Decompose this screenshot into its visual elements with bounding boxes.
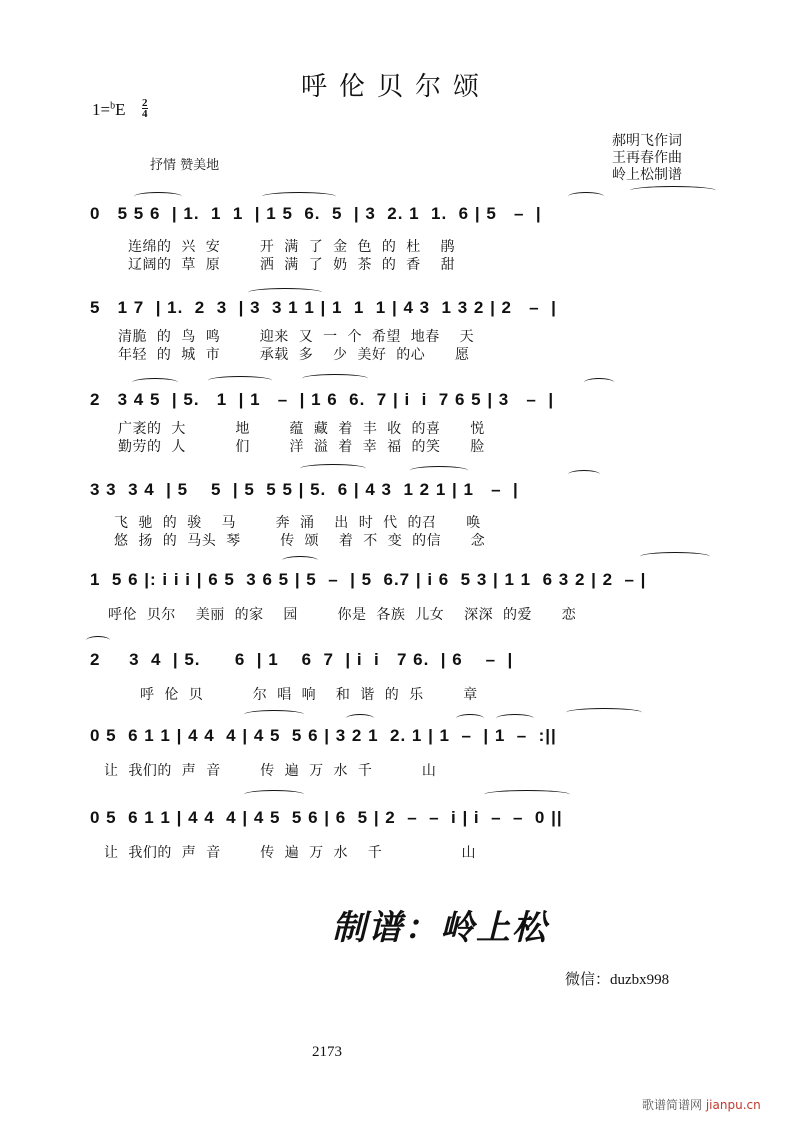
time-signature bbox=[142, 98, 148, 119]
slur bbox=[456, 714, 484, 723]
key-signature bbox=[92, 100, 125, 120]
slur bbox=[410, 466, 468, 475]
tie-slur bbox=[248, 288, 322, 297]
lyrics-verse1-line-2: 清脆 的 鸟 鸣 迎来 又 一 个 希望 地春 天 bbox=[118, 329, 475, 345]
notation-line-7: 0 5 6 1 1 | 4 4 4 | 4 5 5 6 | 3 2 1 2. 1 | 1 – | 1 – :|| bbox=[90, 726, 557, 745]
notation-line-3: 2 3 4 5 | 5. 1 | 1 – | 1 6 6. 7 | i i 7 6 5 | 3 – | bbox=[90, 390, 555, 409]
slur bbox=[496, 714, 534, 723]
notation-line-8: 0 5 6 1 1 | 4 4 4 | 4 5 5 6 | 6 5 | 2 – – i | i – – 0 || bbox=[90, 808, 563, 827]
staff-line-1 bbox=[0, 204, 792, 273]
key-prefix: 1= bbox=[92, 100, 111, 119]
tie-slur bbox=[86, 636, 110, 645]
credit-composer: 王再春作曲 bbox=[612, 151, 682, 166]
flat-sign: b bbox=[110, 100, 116, 112]
lyrics-verse2-line-1: 辽阔的 草 原 洒 满 了 奶 茶 的 香 甜 bbox=[128, 257, 456, 273]
time-bottom: 4 bbox=[142, 108, 148, 120]
triplet-slur bbox=[134, 192, 182, 201]
lyrics-chorus-line-7: 让 我们的 声 音 传 遍 万 水 千 山 bbox=[104, 763, 437, 779]
slur bbox=[568, 192, 604, 201]
tie-slur bbox=[262, 192, 336, 201]
lyrics-chorus-line-5: 呼伦 贝尔 美丽 的家 园 你是 各族 儿女 深深 的爱 恋 bbox=[108, 607, 577, 623]
slur bbox=[244, 710, 304, 719]
slur bbox=[244, 790, 304, 799]
notation-line-1: 0 5 5 6 | 1. 1 1 | 1 5 6. 5 | 3 2. 1 1. 6 | 5 – | bbox=[90, 204, 542, 223]
notation-line-5: 1 5 6 |: i i i | 6 5 3 6 5 | 5 – | 5 6.7 | i 6 5 3 | 1 1 6 3 2 | 2 – | bbox=[90, 570, 647, 589]
tempo-marking: 抒情 赞美地 bbox=[150, 158, 220, 173]
staff-line-5 bbox=[0, 570, 792, 626]
page-number: 2173 bbox=[312, 1044, 342, 1060]
triplet-slur bbox=[132, 378, 178, 387]
lyrics-verse2-line-2: 年轻 的 城 市 承载 多 少 美好 的心 愿 bbox=[118, 347, 470, 363]
watermark-site: 歌谱简谱网 bbox=[642, 1098, 703, 1112]
notation-line-2: 5 1 7 | 1. 2 3 | 3 3 1 1 | 1 1 1 | 4 3 1 3 2 | 2 – | bbox=[90, 298, 557, 317]
tie-slur bbox=[640, 552, 710, 561]
staff-line-2 bbox=[0, 298, 792, 363]
lyrics-verse1-line-1: 连绵的 兴 安 开 满 了 金 色 的 杜 鹃 bbox=[128, 239, 456, 255]
tie-slur bbox=[302, 374, 368, 383]
watermark-url: jianpu.cn bbox=[705, 1098, 761, 1112]
staff-line-6 bbox=[0, 650, 792, 706]
staff-line-4 bbox=[0, 480, 792, 549]
site-watermark bbox=[642, 1096, 761, 1113]
slur bbox=[282, 556, 318, 565]
staff-line-3 bbox=[0, 390, 792, 455]
tie-slur bbox=[630, 186, 716, 195]
lyrics-verse1-line-4: 飞 驰 的 骏 马 奔 涌 出 时 代 的召 唤 bbox=[114, 515, 481, 531]
tie-slur bbox=[484, 790, 570, 799]
lyrics-verse2-line-3: 勤劳的 人 们 洋 溢 着 幸 福 的笑 脸 bbox=[118, 439, 485, 455]
tie-slur bbox=[566, 708, 642, 717]
key-note: E bbox=[115, 100, 126, 119]
credit-arranger: 岭上松制谱 bbox=[612, 168, 682, 183]
staff-line-8 bbox=[0, 808, 792, 864]
staff-line-7 bbox=[0, 726, 792, 782]
wechat-contact: 微信：duzbx998 bbox=[565, 972, 670, 988]
lyrics-chorus-line-6: 呼 伦 贝 尔 唱 响 和 谐 的 乐 章 bbox=[140, 687, 478, 703]
lyrics-verse1-line-3: 广袤的 大 地 蕴 藏 着 丰 收 的喜 悦 bbox=[118, 421, 485, 437]
lyrics-chorus-line-8: 让 我们的 声 音 传 遍 万 水 千 山 bbox=[104, 845, 477, 861]
time-top: 2 bbox=[142, 97, 148, 109]
notation-line-6: 2 3 4 | 5. 6 | 1 6 7 | i i 7 6. | 6 – | bbox=[90, 650, 514, 669]
slur bbox=[568, 470, 600, 479]
tie-slur bbox=[300, 464, 366, 473]
lyrics-verse2-line-4: 悠 扬 的 马头 琴 传 颂 着 不 变 的信 念 bbox=[114, 533, 486, 549]
tie-slur bbox=[208, 376, 272, 385]
notation-line-4: 3 3 3 4 | 5 5 | 5 5 5 | 5. 6 | 4 3 1 2 1 | 1 – | bbox=[90, 480, 519, 499]
credit-lyricist: 郝明飞作词 bbox=[612, 134, 682, 149]
slur bbox=[346, 714, 374, 723]
slur bbox=[584, 378, 614, 387]
arranger-signature: 制谱：岭上松 bbox=[332, 908, 548, 948]
song-title: 呼伦贝尔颂 bbox=[300, 72, 491, 102]
